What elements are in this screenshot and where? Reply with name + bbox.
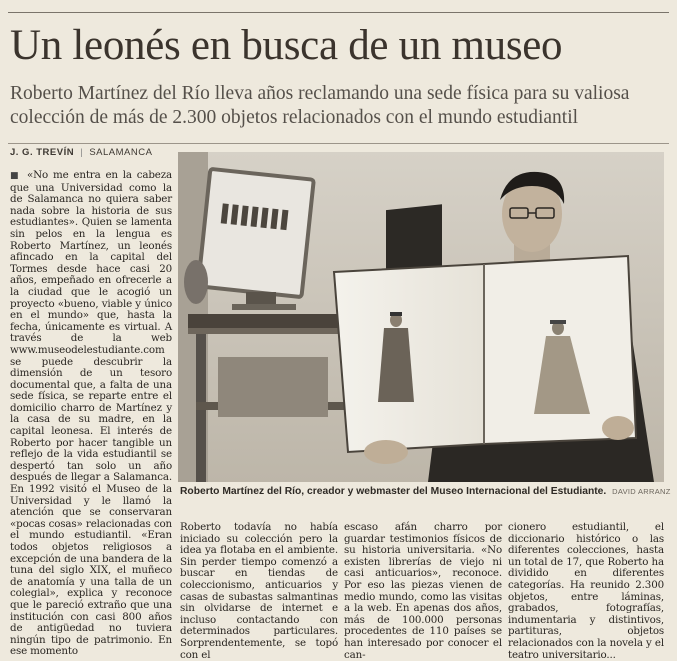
photo-illustration <box>178 152 664 482</box>
byline-rule <box>8 143 669 144</box>
article-column-2: Roberto todavía no había iniciado su colección pero la idea ya flotaba en el ambiente. Sin perder tiempo comenzó a buscar en tiendas de coleccionismo, anticuarios y casas de subastas salmantinas sin olvidarse de internet e incluso contactando con determinados particulares. Sorprendentemente, se topó con el <box>180 521 338 661</box>
photo-credit: DAVID ARRANZ <box>612 487 671 496</box>
byline-separator: | <box>80 147 84 158</box>
subheadline: Roberto Martínez del Río lleva años reclamando una sede física para su valiosa colección de más de 2.300 objetos relacionados con el mundo estudiantil <box>10 83 630 128</box>
byline <box>10 147 152 158</box>
article-column-4: cionero estudiantil, el diccionario histórico o las diferentes colecciones, hasta un total de 17, que Roberto ha dividido en diferentes categorías. Ha reunido 2.300 objetos, entre láminas, grabados, fotografías, indumentaria y distintivos, partituras, objetos relacionados con la novela y el teatro universitario... <box>508 521 664 661</box>
column-1-text: «No me entra en la cabeza que una Universidad como la de Salamanca no quiera saber nada sobre la historia de sus estudiantes». Quien se lamenta sin pelos en la lengua es Roberto Martínez, un leonés afincado en la capital del Tormes desde hace casi 20 años, empeñado en ofrecerle a la ciudad que le acogió un proyecto «bueno, viable y único en el mundo» que, hasta la fecha, únicamente es virtual. A través de la web www.museodelestudiante.com se puede descubrir la dimensión de un tesoro documental que, a falta de una sede física, se reparte entre el domicilio charro de Martínez y la casa de su madre, en la capital leonesa. El interés de Roberto por hacer tangible un reflejo de la vida estudiantil se despertó tan solo un año después de llegar a Salamanca. En 1992 visitó el Museo de la Universidad y le llamó la atención que se conservaran «pocas cosas» relacionadas con el mundo estudiantil. «Eran todos objetos religiosos a excepción de una bandera de la tuna del siglo XIX, el muñeco de anatomía y una talla de un colegial», explica y reconoce que le pareció extraño que una institución con casi 800 años de antigüedad no tuviera ningún tipo de patrimonio. En ese momento <box>10 169 173 658</box>
paragraph-bullet-icon: ■ <box>10 171 21 181</box>
byline-location: SALAMANCA <box>89 147 153 158</box>
article-column-3: escaso afán charro por guardar testimonios físicos de su historia universitaria. «No existen librerías de viejo ni casi anticuarios», reconoce. Por eso las piezas vienen de medio mundo, como las visitas a la web. En apenas dos años, más de 100.000 personas procedentes de 110 países se han interesado por conocer el can- <box>344 521 502 661</box>
top-rule <box>8 12 669 13</box>
caption-text: Roberto Martínez del Río, creador y webmaster del Museo Internacional del Estudiante. <box>180 486 607 497</box>
article-column-1 <box>10 169 173 658</box>
headline: Un leonés en busca de un museo <box>10 22 563 69</box>
photo-caption <box>180 486 671 497</box>
byline-author: J. G. TREVÍN <box>10 147 75 158</box>
article-photo <box>178 152 664 482</box>
